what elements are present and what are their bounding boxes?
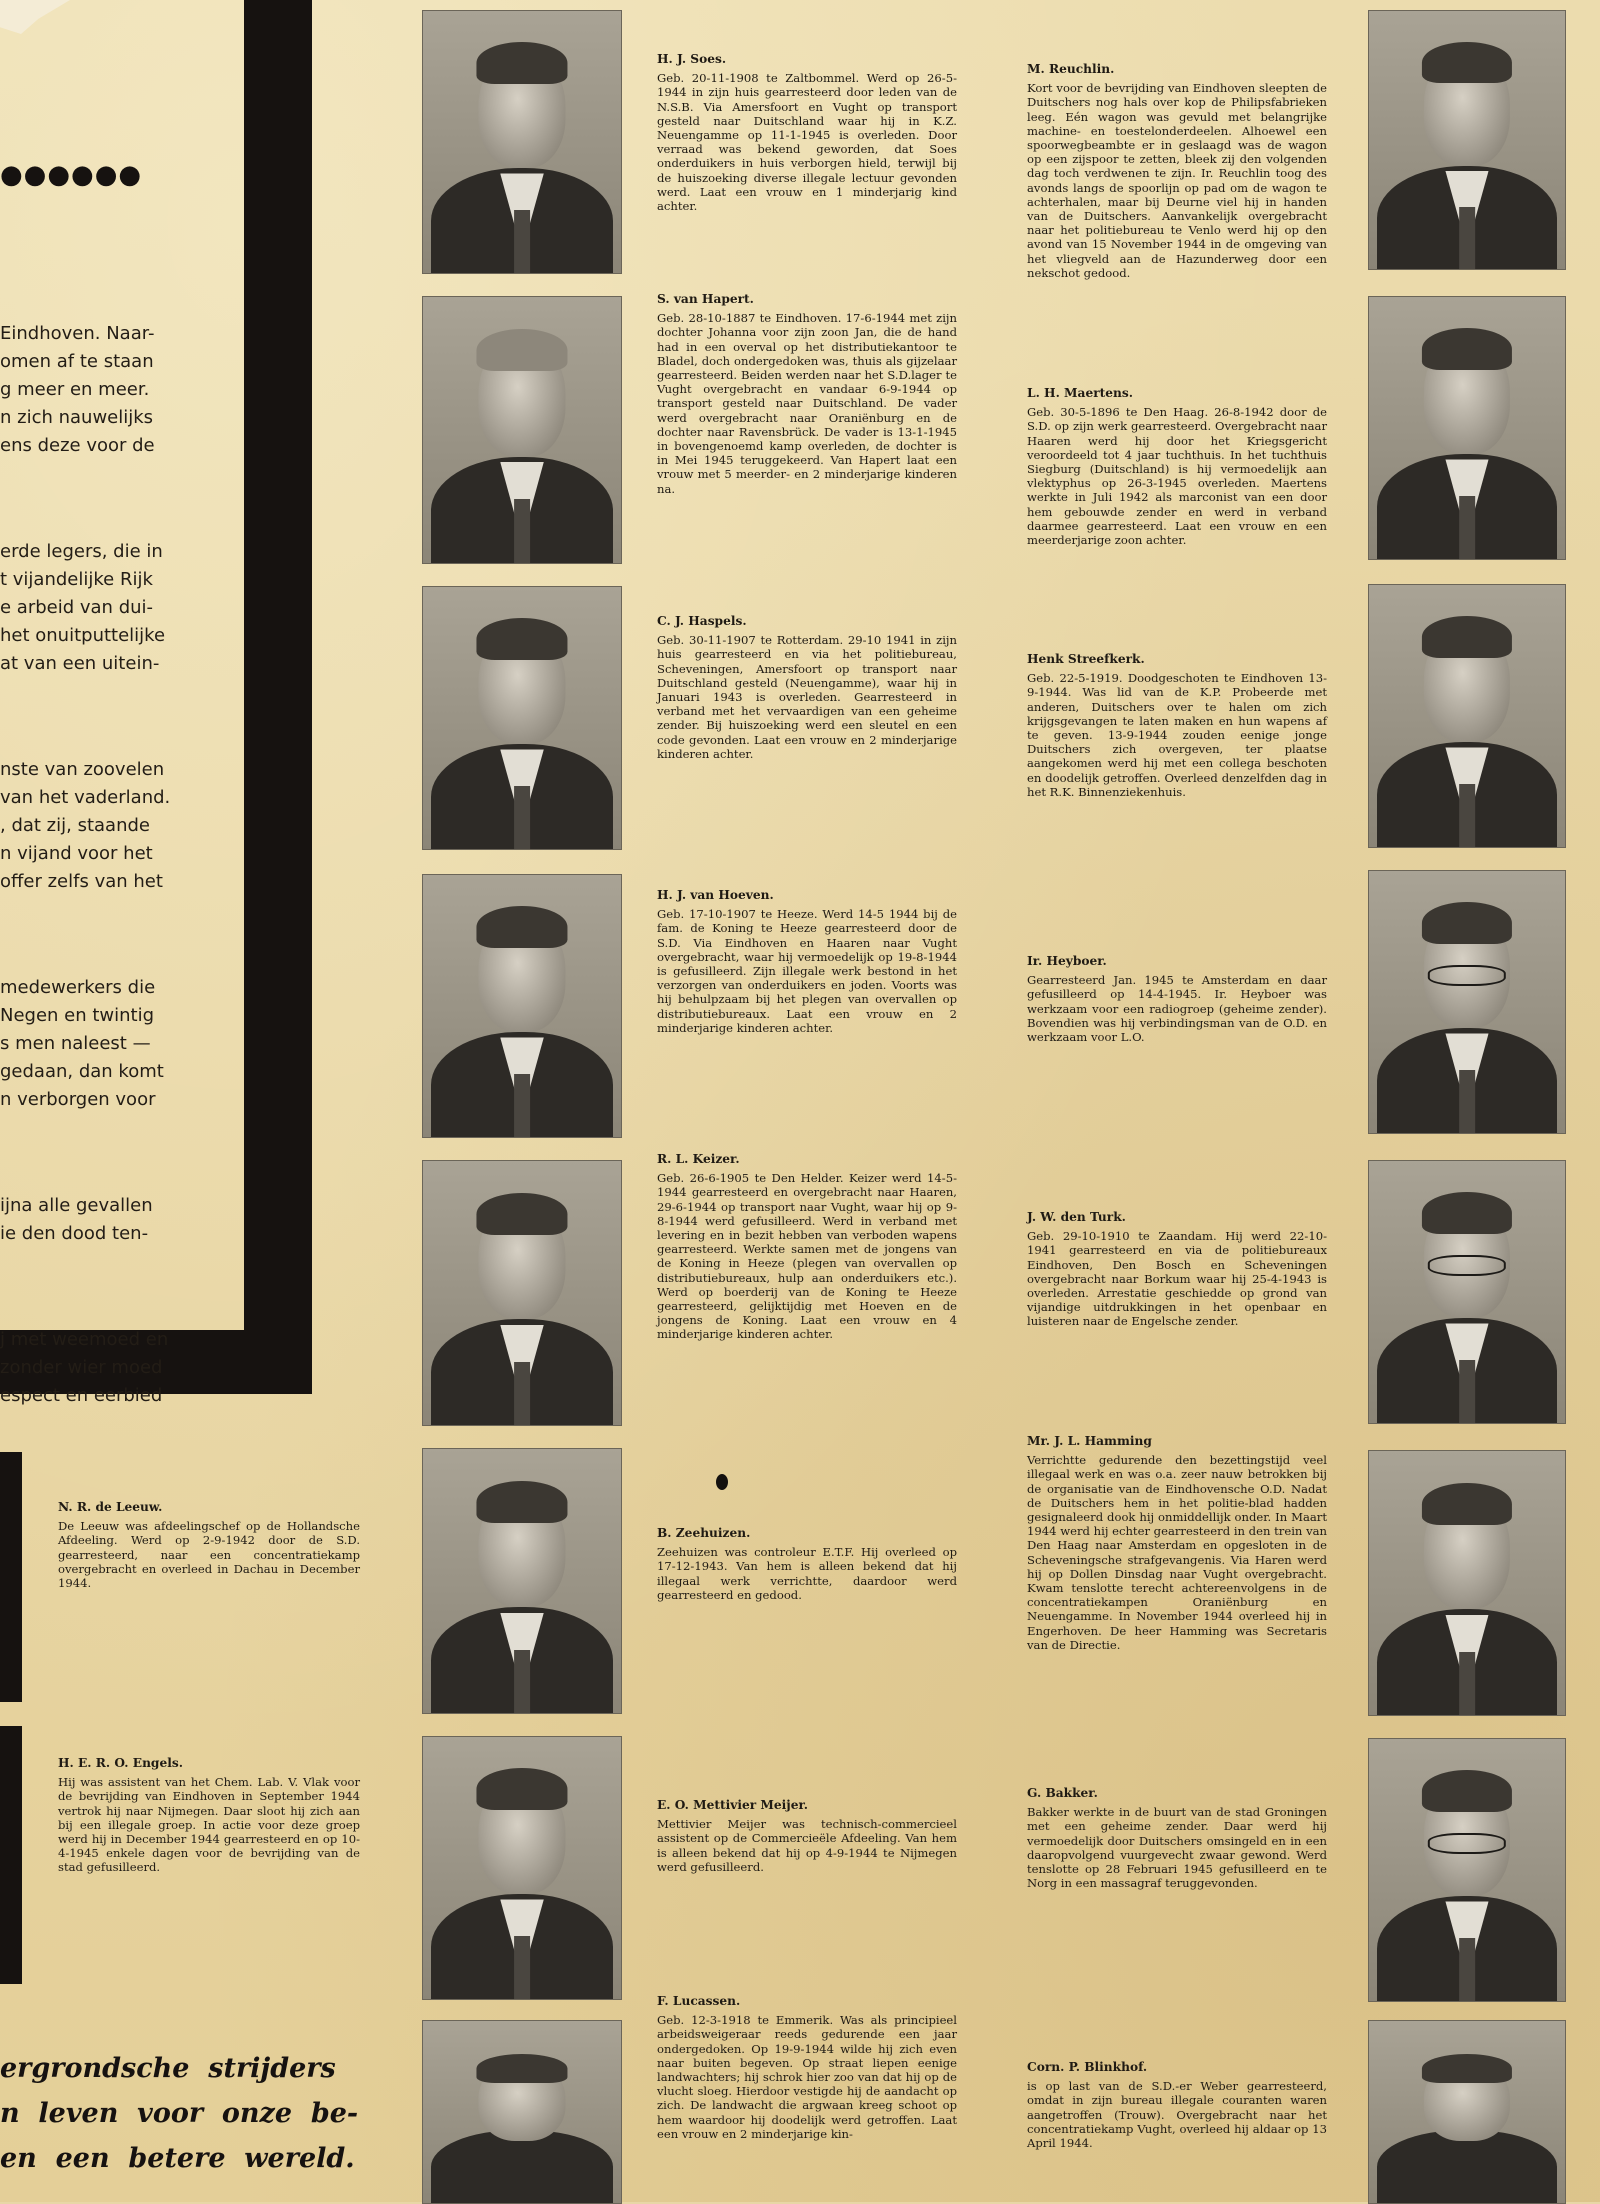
obituary-entry xyxy=(58,1500,360,1590)
torn-corner xyxy=(0,0,70,34)
obituary-entry xyxy=(1027,386,1327,547)
person-name: Mr. J. L. Hamming xyxy=(1027,1434,1152,1448)
intro-paragraph: nste van zoovelen van het vaderland. , dat zij, staande n vijand voor het offer zelfs van het xyxy=(0,759,171,892)
intro-paragraph: erde legers, die in t vijandelijke Rijk e arbeid van dui- het onuitputtelijke at van een uitein- xyxy=(0,541,166,674)
portrait-photo xyxy=(1368,296,1566,560)
obituary-entry xyxy=(58,1756,360,1875)
obituary-entry xyxy=(1027,62,1327,280)
intro-paragraph: medewerkers die Negen en twintig s men naleest — gedaan, dan komt n verborgen voor xyxy=(0,977,164,1110)
portrait-photo xyxy=(422,586,622,850)
person-name: F. Lucassen. xyxy=(657,1994,741,2008)
person-name: H. J. Soes. xyxy=(657,52,727,66)
obituary-entry xyxy=(1027,1210,1327,1329)
person-bio: Geb. 30-11-1907 te Rotterdam. 29-10 1941 in zijn huis gearresteerd en via het politiebureau, Scheveningen, Amersfoort op transport naar Duitschland gesteld (Neuengamme), waar hij in Januari 1943 is overleden. Gearresteerd in verband met het vervaardigen van een geheime zender. Bij huiszoeking werd een sleutel en een code gevonden. Laat een vrouw en 2 minderjarige kinderen achter. xyxy=(657,633,957,761)
obituary-entry xyxy=(657,292,957,496)
person-bio: Geb. 30-5-1896 te Den Haag. 26-8-1942 door de S.D. op zijn werk gearresteerd. Overgebracht naar Haaren werd hij door het Kriegsgericht veroordeeld tot 4 jaar tuchthuis. In het tuchthuis Siegburg (Duitschland) is hij vermoedelijk aan vlektyphus op 26-3-1945 overleden. Maertens werkte in Juli 1942 als marconist van een door hem gebouwde zender en werd in verband daarmee gearresteerd. Laat een vrouw en een meerderjarige zoon achter. xyxy=(1027,405,1327,548)
portrait-photo xyxy=(422,1448,622,1714)
obituary-entry xyxy=(1027,2060,1327,2150)
person-name: C. J. Haspels. xyxy=(657,614,747,628)
obituary-entry xyxy=(1027,1786,1327,1890)
person-bio: Bakker werkte in de buurt van de stad Groningen met een geheime zender. Daar werd hij vermoedelijk door Duitschers omsingeld en in een daaropvolgend vuurgevecht zwaar gewond. Werd tenslotte op 28 Februari 1945 gefusilleerd en te Norg in een massagraf teruggevonden. xyxy=(1027,1805,1327,1891)
person-bio: Geb. 22-5-1919. Doodgeschoten te Eindhoven 13-9-1944. Was lid van de K.P. Probeerde met anderen, Duitschers over te halen om zich krijgsgevangen te laten maken en hun wapens af te geven. 13-9-1944 zouden eenige jonge Duitschers zich overgeven, ter plaatse aangekomen werd hij met een collega beschoten en doodelijk getroffen. Overleed denzelfden dag in het R.K. Binnenziekenhuis. xyxy=(1027,671,1327,799)
person-name: B. Zeehuizen. xyxy=(657,1526,751,1540)
person-name: S. van Hapert. xyxy=(657,292,754,306)
person-bio: is op last van de S.D.-er Weber gearresteerd, omdat in zijn bureau illegale couranten waren aangetroffen (Trouw). Overgebracht naar het concentratiekamp Vught, overleed hij aldaar op 13 April 1944. xyxy=(1027,2079,1327,2151)
person-bio: Geb. 28-10-1887 te Eindhoven. 17-6-1944 met zijn dochter Johanna voor zijn zoon Jan, die de hand had in een overval op het distributiekantoor te Bladel, doch ondergedoken was, thuis als gijzelaar gearresteerd. Beiden werden naar het S.D.lager te Vught overgebracht en vandaar 6-9-1944 op transport gesteld naar Duitschland. De vader werd overgebracht naar Oraniënburg en de dochter naar Ravensbrück. De vader is 13-1-1945 in bovengenoemd kamp overleden, de dochter is in Mei 1945 teruggekeerd. Van Hapert laat een vrouw met 5 meerder- en 2 minderjarige kinderen na. xyxy=(657,311,957,496)
footer-slogan: ergrondsche strijders n leven voor onze be- en een betere wereld. xyxy=(0,2053,359,2174)
person-bio: Geb. 12-3-1918 te Emmerik. Was als principieel arbeidsweigeraar reeds gedurende een jaar ondergedoken. Op 19-9-1944 wilde hij zich even naar buiten begeven. Op straat liepen eenige landwachters; hij schrok hier zoo van dat hij op de vlucht sloeg. Hierdoor vestigde hij de aandacht op zich. De landwacht die argwaan kreeg schoot op hem waardoor hij doodelijk werd getroffen. Laat een vrouw en 2 minderjarige kin- xyxy=(657,2013,957,2141)
person-bio: Zeehuizen was controleur E.T.F. Hij overleed op 17-12-1943. Van hem is alleen bekend dat hij illegaal werk verrichtte, daardoor werd gearresteerd en gedood. xyxy=(657,1545,957,1602)
obituary-entry xyxy=(1027,954,1327,1044)
obituary-entry xyxy=(657,52,957,213)
obituary-entry xyxy=(657,1152,957,1342)
obituary-entry xyxy=(657,888,957,1035)
obituary-entry xyxy=(1027,652,1327,799)
portrait-photo xyxy=(422,1160,622,1426)
person-name: R. L. Keizer. xyxy=(657,1152,740,1166)
portrait-photo xyxy=(1368,1160,1566,1424)
frame-bar-vertical xyxy=(244,0,312,1330)
person-bio: Geb. 17-10-1907 te Heeze. Werd 14-5 1944 bij de fam. de Koning te Heeze gearresteerd door de S.D. Via Eindhoven en Haaren naar Vught overgebracht, waar hij vermoedelijk op 19-8-1944 is gefusilleerd. Zijn illegale werk bestond in het verzorgen van onderduikers en joden. Voorts was hij behulpzaam bij het plegen van overvallen op distributiebureaux. Laat een vrouw en 2 minderjarige kinderen achter. xyxy=(657,907,957,1035)
ink-blot xyxy=(716,1474,728,1490)
person-name: H. J. van Hoeven. xyxy=(657,888,774,902)
obituary-entry xyxy=(657,1526,957,1602)
portrait-photo xyxy=(422,10,622,274)
person-bio: Geb. 29-10-1910 te Zaandam. Hij werd 22-10-1941 gearresteerd en via de politiebureaux Eindhoven, Den Bosch en Scheveningen overgebracht naar Borkum waar hij 25-4-1943 is overleden. Arrestatie geschiedde op grond van vijandige uitdrukkingen in het openbaar en luisteren naar de Engelsche zender. xyxy=(1027,1229,1327,1329)
portrait-photo xyxy=(1368,584,1566,848)
person-bio: Gearresteerd Jan. 1945 te Amsterdam en daar gefusilleerd op 14-4-1945. Ir. Heyboer was werkzaam voor een radiogroep (geheime zender). Bovendien was hij verbindingsman van de O.D. en werkzaam voor L.O. xyxy=(1027,973,1327,1045)
intro-paragraph: ijna alle gevallen ie den dood ten- xyxy=(0,1195,153,1244)
person-bio: Geb. 26-6-1905 te Den Helder. Keizer werd 14-5-1944 gearresteerd en overgebracht naar Haaren, 29-6-1944 op transport naar Vught, waar hij op 9-8-1944 werd gefusilleerd. Werd in verband met levering en in bezit hebben van verboden wapens gearresteerd. Werkte samen met de jongens van de Koning in Heeze (plegen van overvallen op distributiebureaux, hulp aan onderduikers etc.). Werd op boerderij van de Koning te Heeze gearresteerd, gelijktijdig met Hoeven en de jongens de Koning. Laat een vrouw en 4 minderjarige kinderen achter. xyxy=(657,1171,957,1342)
obituary-entry xyxy=(657,1994,957,2141)
portrait-photo xyxy=(1368,870,1566,1134)
obituary-entry xyxy=(657,1798,957,1874)
portrait-photo xyxy=(422,874,622,1138)
person-name: Corn. P. Blinkhof. xyxy=(1027,2060,1148,2074)
portrait-photo xyxy=(1368,2020,1566,2204)
person-bio: Mettivier Meijer was technisch-commercieel assistent op de Commercieële Afdeeling. Van hem is alleen bekend dat hij op 4-9-1944 te Nijmegen werd gefusilleerd. xyxy=(657,1817,957,1874)
portrait-photo xyxy=(422,1736,622,2000)
left-edge-photo-strip xyxy=(0,1452,22,1702)
person-name: Henk Streefkerk. xyxy=(1027,652,1145,666)
person-bio: Hij was assistent van het Chem. Lab. V. Vlak voor de bevrijding van Eindhoven in September 1944 vertrok hij naar Nijmegen. Daar sloot hij zich aan bij een illegale groep. In actie voor deze groep werd hij in December 1944 gearresteerd en op 10-4-1945 enkele dagen voor de bevrijding van de stad gefusilleerd. xyxy=(58,1775,360,1875)
portrait-photo xyxy=(1368,1450,1566,1716)
person-name: L. H. Maertens. xyxy=(1027,386,1133,400)
person-name: H. E. R. O. Engels. xyxy=(58,1756,183,1770)
intro-text xyxy=(0,264,200,1488)
portrait-photo xyxy=(422,2020,622,2204)
intro-paragraph: j met weemoed en zonder wier moed espect en eerbied xyxy=(0,1329,169,1406)
intro-dots: ●●●●●● xyxy=(0,160,143,190)
person-bio: Kort voor de bevrijding van Eindhoven sleepten de Duitschers nog hals over kop de Philipsfabrieken leeg. Eén wagon was gevuld met belangrijke machine- en toestelonderdeelen. Alhoewel een spoorwegbeambte er in geslaagd was de wagon op een zijspoor te zetten, bleek zij den volgenden dag toch verdwenen te zijn. Ir. Reuchlin toog des avonds langs de spoorlijn op pad om de wagon te achterhalen, maar bij Deurne viel hij in handen van de Duitschers. Aanvankelijk overgebracht naar het politiebureau te Venlo werd hij op den avond van 15 November 1944 in de omgeving van het vliegveld aan de Hazunderweg door een nekschot gedood. xyxy=(1027,81,1327,280)
person-name: E. O. Mettivier Meijer. xyxy=(657,1798,809,1812)
obituary-entry xyxy=(1027,1434,1327,1652)
person-name: M. Reuchlin. xyxy=(1027,62,1115,76)
portrait-photo xyxy=(1368,1738,1566,2002)
person-name: Ir. Heyboer. xyxy=(1027,954,1107,968)
intro-paragraph: Eindhoven. Naar- omen af te staan g meer en meer. n zich nauwelijks ens deze voor de xyxy=(0,323,155,456)
person-name: J. W. den Turk. xyxy=(1027,1210,1126,1224)
person-bio: Verrichtte gedurende den bezettingstijd veel illegaal werk en was o.a. zeer nauw betrokken bij de organisatie van de Eindhovensche O.D. Nadat de Duitschers hem in het politie-blad hadden gesignaleerd dook hij onmiddellijk onder. In Maart 1944 werd hij echter gearresteerd in den trein van Den Haag naar Amsterdam en opgesloten in de Scheveningsche strafgevangenis. Via Haren werd hij op Dollen Dinsdag naar Vught overgebracht. Kwam tenslotte terecht achtereenvolgens in de concentratiekampen Oraniënburg en Neuengamme. In November 1944 overleed hij in Engerhoven. De heer Hamming was Secretaris van de Directie. xyxy=(1027,1453,1327,1652)
person-name: N. R. de Leeuw. xyxy=(58,1500,163,1514)
obituary-entry xyxy=(657,614,957,761)
person-bio: De Leeuw was afdeelingschef op de Hollandsche Afdeeling. Werd op 2-9-1942 door de S.D. gearresteerd, naar een concentratiekamp overgebracht en overleed in Dachau in December 1944. xyxy=(58,1519,360,1591)
person-name: G. Bakker. xyxy=(1027,1786,1098,1800)
left-edge-photo-strip xyxy=(0,1726,22,1984)
person-bio: Geb. 20-11-1908 te Zaltbommel. Werd op 26-5-1944 in zijn huis gearresteerd door leden van de N.S.B. Via Amersfoort en Vught op transport gesteld naar Duitschland waar hij in K.Z. Neuengamme op 11-1-1945 is overleden. Door verraad was bekend geworden, dat Soes onderduikers in huis verborgen hield, terwijl bij de huiszoeking diverse illegale lectuur gevonden werd. Laat een vrouw en 1 minderjarig kind achter. xyxy=(657,71,957,214)
portrait-photo xyxy=(422,296,622,564)
portrait-photo xyxy=(1368,10,1566,270)
